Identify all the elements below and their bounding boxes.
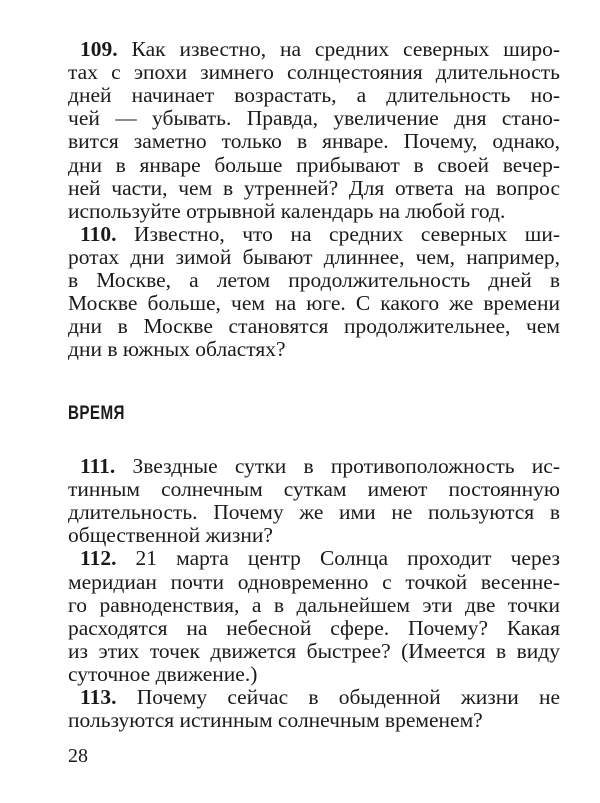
problem-line (68, 501, 560, 524)
problem-line (68, 292, 560, 315)
problem-line (68, 84, 560, 107)
problem-line (68, 269, 560, 292)
problem-line (68, 338, 560, 361)
problem-line (68, 640, 560, 663)
problem-text: Как известно, на средних северных широ- (131, 37, 561, 61)
problem-text: в Москве, а летом продолжительность дней в (68, 268, 560, 292)
problem-text: суточное движение.) (68, 661, 258, 686)
problem-text: Москве больше, чем на юге. С какого же времени (68, 291, 560, 316)
problem-number: 111. (80, 454, 116, 478)
problem-line (68, 524, 560, 547)
problem-text: используйте отрывной календарь на любой год. (68, 198, 506, 223)
problem-number: 110. (80, 221, 117, 246)
problem-line (68, 315, 560, 338)
problem-line (68, 246, 560, 269)
problem-text: дни в январе больше прибывают в своей вечер- (68, 152, 560, 177)
problem-number: 109. (80, 37, 118, 61)
problem-line (68, 154, 560, 177)
problem-number: 112. (80, 546, 117, 571)
problem-text: Звездные сутки в противоположность ис- (132, 454, 561, 478)
problem-text: ротах дни зимой бывают длиннее, чем, например, (68, 244, 560, 269)
problem-text: расходятся на небесной сфере. Почему? Какая (68, 615, 560, 640)
problem-number: 113. (80, 685, 117, 709)
problem-text: дней начинает возрастать, а длительность но- (68, 83, 560, 108)
problem-line (68, 130, 560, 153)
problem-text: 21 марта центр Солнца проходит через (135, 546, 561, 571)
problem-text: Почему сейчас в обыденной жизни не (136, 685, 560, 709)
problem-line (68, 200, 560, 223)
problem-line (68, 177, 560, 200)
problem-text: длительность. Почему же ими не пользуются в (68, 500, 560, 525)
problem-text: меридиан почти одновременно с точкой весенне- (68, 569, 560, 594)
problem-line (68, 709, 560, 732)
problem-text: тах с эпохи зимнего солнцестояния длительность (68, 60, 560, 85)
problem-line (68, 38, 560, 61)
problem-line (68, 61, 560, 84)
problem-line (68, 223, 560, 246)
problem-text: Известно, что на средних северных ши- (134, 221, 560, 246)
problem-line (68, 571, 560, 594)
problem-text: дни в южных областях? (68, 337, 286, 362)
problem-line (68, 107, 560, 130)
problem-line (68, 686, 560, 709)
problem-line (68, 617, 560, 640)
problem-line (68, 663, 560, 686)
problem-line (68, 547, 560, 570)
problem-text: общественной жизни? (68, 523, 273, 548)
problem-text: го равноденствия, а в дальнейшем эти две точки (68, 592, 560, 617)
problem-line (68, 478, 560, 501)
problem-text: дни в Москве становятся продолжительнее, чем (68, 314, 560, 339)
problem-text: вится заметно только в январе. Почему, однако, (68, 129, 560, 154)
problem-text: чей — убывать. Правда, увеличение дня стано- (68, 106, 560, 131)
problem-text: ней части, чем в утренней? Для ответа на вопрос (68, 175, 560, 200)
problem-line (68, 455, 560, 478)
problem-text: из этих точек движется быстрее? (Имеется в виду (68, 638, 560, 663)
problem-text: тинным солнечным суткам имеют постоянную (68, 477, 560, 502)
section-heading: ВРЕМЯ (68, 403, 125, 424)
page-number: 28 (68, 745, 88, 767)
problem-text: пользуются истинным солнечным временем? (68, 708, 483, 733)
problem-line (68, 594, 560, 617)
